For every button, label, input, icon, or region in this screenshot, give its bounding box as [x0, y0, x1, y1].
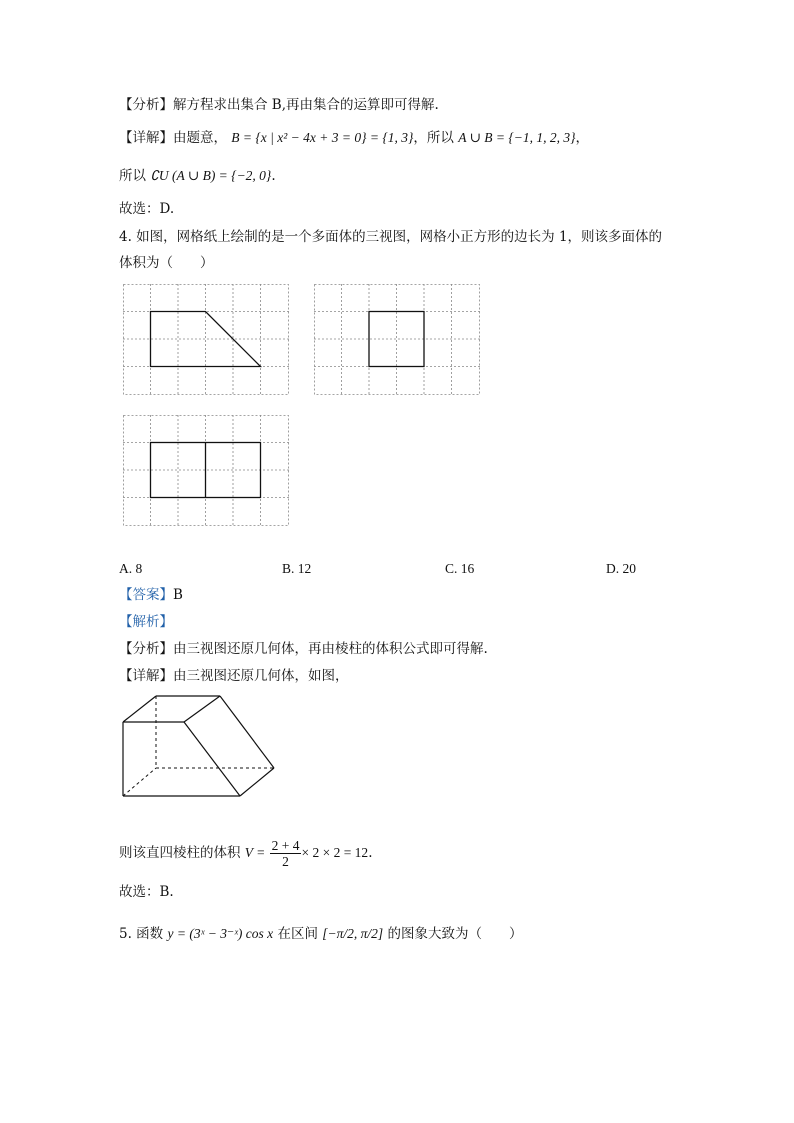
answer-tag: 【答案】: [119, 587, 173, 603]
q4-volume-line: [119, 838, 372, 869]
q4-choice: 故选：B.: [119, 884, 174, 900]
front-view-figure: [123, 284, 289, 395]
top-view-figure: [123, 415, 289, 526]
detail-tag: 【详解】: [119, 130, 173, 146]
analysis-text: 由三视图还原几何体，再由棱柱的体积公式即可得解.: [173, 641, 488, 657]
q4-detail: [119, 666, 349, 686]
detail-tag: 【详解】: [119, 668, 173, 684]
answer-value: B: [173, 587, 183, 603]
q5-function-expression: y = (3ˣ − 3⁻ˣ) cos x: [167, 926, 274, 941]
q5-interval-expression: [−π/2, π/2]: [322, 926, 384, 941]
q5-stem: [119, 924, 522, 944]
detail-prefix: 由题意，: [173, 130, 227, 146]
q5-stem-end: 的图象大致为（ ）: [387, 926, 523, 942]
union-expression: A ∪ B = {−1, 1, 2, 3}: [458, 130, 576, 145]
solution-tag: 【解析】: [119, 614, 173, 630]
q4-stem-line2: 体积为（ ）: [119, 255, 214, 271]
q4-answer: [119, 585, 183, 605]
volume-denominator: 2: [282, 854, 289, 869]
detail-mid: ，所以: [413, 130, 454, 146]
option-d: D. 20: [606, 561, 636, 576]
q3-detail: [119, 128, 589, 148]
q4-solution-tag: [119, 612, 173, 632]
detail-end: ，: [575, 130, 590, 146]
q5-stem-prefix: 5. 函数: [119, 926, 164, 942]
prism-3d-figure: [120, 695, 276, 800]
q3-complement-line: [119, 166, 276, 186]
q3-analysis: [119, 95, 439, 115]
volume-rest: × 2 × 2 = 12: [301, 845, 369, 860]
detail-text: 由三视图还原几何体，如图，: [173, 668, 349, 684]
complement-expression: ∁U (A ∪ B) = {−2, 0}: [150, 168, 272, 183]
so-end: .: [271, 168, 276, 184]
volume-prefix: 则该直四棱柱的体积: [119, 845, 241, 861]
volume-end: .: [368, 845, 373, 861]
analysis-tag: 【分析】: [119, 97, 173, 113]
q3-choice: 故选：D.: [119, 201, 175, 217]
volume-fraction: [270, 838, 302, 869]
option-a: A. 8: [119, 561, 143, 576]
volume-numerator: 2 + 4: [271, 838, 300, 853]
set-b-expression: B = {x | x² − 4x + 3 = 0} = {1, 3}: [231, 130, 414, 145]
q4-analysis: [119, 639, 488, 659]
option-c: C. 16: [445, 561, 475, 576]
q4-stem-line1: 4. 如图，网格纸上绘制的是一个多面体的三视图，网格小正方形的边长为 1，则该多面体的: [119, 229, 663, 245]
analysis-tag: 【分析】: [119, 641, 173, 657]
option-b: B. 12: [282, 561, 312, 576]
q5-stem-mid: 在区间: [277, 926, 318, 942]
analysis-text: 解方程求出集合 B,再由集合的运算即可得解.: [173, 97, 439, 113]
side-view-figure: [314, 284, 480, 395]
volume-lhs: V =: [244, 845, 266, 860]
so-prefix: 所以: [119, 168, 146, 184]
